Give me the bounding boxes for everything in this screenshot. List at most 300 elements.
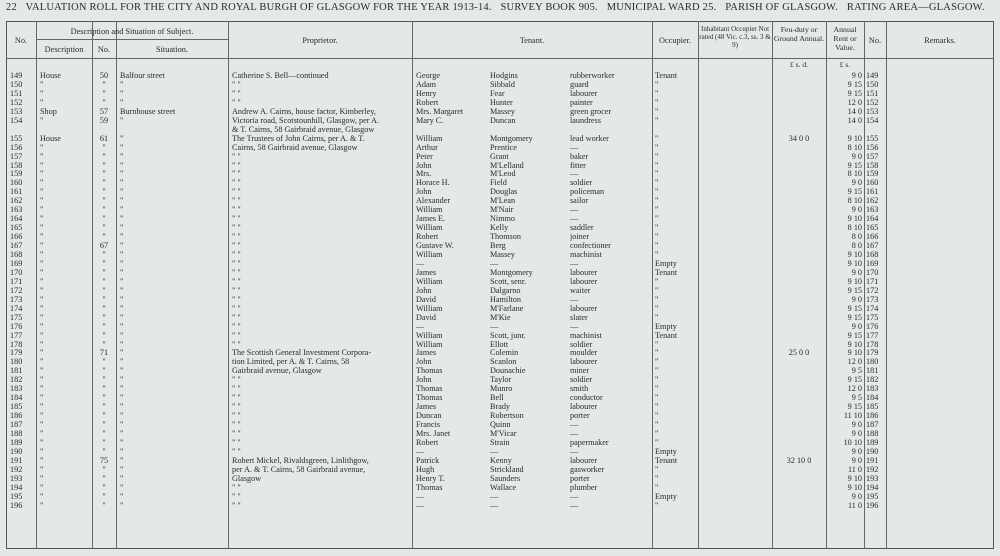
row-house-number: " (102, 187, 106, 197)
row-situation: Balfour street (120, 71, 165, 80)
row-annual-rent: 8 10 (847, 142, 862, 152)
row-tenant-first-name: William (416, 133, 443, 143)
row-proprietor: " " (232, 294, 241, 304)
row-description: " (40, 285, 44, 295)
row-tenant-surname: Massey (490, 250, 516, 259)
row-number: 149 (10, 71, 23, 80)
row-situation: " (120, 214, 124, 224)
row-number: 193 (10, 473, 23, 483)
row-annual-rent: 12 0 (847, 357, 862, 367)
row-proprietor: " " (232, 303, 241, 313)
row-number-right: 189 (866, 437, 879, 447)
row-tenant-first-name: Thomas (416, 393, 443, 403)
row-tenant-occupation: guard (570, 80, 589, 89)
parish: PARISH OF GLASGOW. (725, 2, 839, 13)
row-number: 162 (10, 196, 23, 206)
col-feu-header: Feu-duty or Ground Annual. (773, 25, 825, 43)
row-tenant-first-name: John (416, 160, 432, 170)
row-proprietor: " " (232, 214, 241, 224)
row-tenant-first-name: Thomas (416, 384, 443, 394)
row-tenant-occupation: plumber (570, 482, 598, 492)
row-number-right: 156 (866, 142, 879, 152)
row-number: 161 (10, 187, 23, 197)
row-situation: " (120, 464, 124, 474)
row-tenant-surname: — (490, 321, 499, 331)
row-description: " (40, 187, 44, 197)
row-occupier: Empty (655, 321, 677, 331)
row-number: 195 (10, 491, 23, 501)
row-description: " (40, 384, 44, 394)
row-tenant-first-name: Thomas (416, 366, 443, 376)
row-house-number: " (102, 142, 106, 152)
row-annual-rent: 9 15 (847, 375, 862, 385)
row-annual-rent: 9 0 (851, 321, 862, 331)
row-situation: " (120, 348, 124, 358)
row-tenant-surname: — (490, 491, 499, 501)
row-description: House (40, 133, 61, 143)
row-tenant-first-name: Henry (416, 88, 437, 98)
row-house-number: " (102, 312, 106, 322)
row-number: 156 (10, 142, 23, 152)
header-bottom-rule (6, 58, 994, 59)
row-number-right: 153 (866, 106, 879, 116)
row-number-right: 162 (866, 196, 879, 206)
row-tenant-surname: Hunter (490, 97, 513, 107)
row-tenant-first-name: — (416, 258, 425, 268)
row-annual-rent: 11 0 (847, 464, 862, 474)
row-tenant-surname: Colemin (490, 348, 519, 358)
row-tenant-occupation: laundress (570, 115, 601, 125)
row-description: " (40, 80, 44, 89)
col-remarks-header: Remarks. (924, 36, 956, 45)
row-number: 170 (10, 267, 23, 277)
row-description: " (40, 178, 44, 188)
row-tenant-occupation: gasworker (570, 464, 605, 474)
row-tenant-occupation: labourer (570, 455, 598, 465)
row-proprietor: " " (232, 339, 241, 349)
row-description: " (40, 214, 44, 224)
row-tenant-occupation: machinist (570, 330, 602, 340)
row-tenant-surname: Scanlon (490, 357, 517, 367)
row-house-number: " (102, 88, 106, 98)
row-description: " (40, 411, 44, 421)
row-tenant-first-name: William (416, 330, 443, 340)
row-house-number: " (102, 437, 106, 447)
row-occupier: " (655, 160, 659, 170)
row-annual-rent: 8 0 (851, 232, 862, 242)
col-occupier-header: Occupier. (658, 36, 692, 45)
row-proprietor: " " (232, 267, 241, 277)
row-occupier: " (655, 80, 659, 89)
row-tenant-surname: Kenny (490, 455, 512, 465)
row-tenant-surname: Wallace (490, 482, 517, 492)
col-rule (886, 21, 887, 549)
col-inhabitant-header: Inhabitant Occupier Not rated (48 Vic. c.3, ss. 3 & 9) (699, 25, 771, 49)
row-number-right: 185 (866, 402, 879, 412)
row-number: 175 (10, 312, 23, 322)
row-annual-rent: 9 10 (847, 276, 862, 286)
row-number: 179 (10, 348, 23, 358)
row-situation: " (120, 267, 124, 277)
row-number-right: 175 (866, 312, 879, 322)
row-tenant-first-name: John (416, 285, 432, 295)
row-tenant-surname: Nimmo (490, 214, 516, 224)
row-annual-rent: 9 15 (847, 80, 862, 89)
row-situation: " (120, 330, 124, 340)
row-house-number: " (102, 446, 106, 456)
row-house-number: " (102, 357, 106, 367)
row-occupier: " (655, 250, 659, 259)
row-situation: " (120, 151, 124, 161)
row-number: 196 (10, 500, 23, 510)
row-number: 169 (10, 258, 23, 268)
row-tenant-occupation: papermaker (570, 437, 609, 447)
row-house-number: " (102, 276, 106, 286)
row-occupier: " (655, 106, 659, 116)
row-description: " (40, 402, 44, 412)
row-tenant-first-name: Robert (416, 97, 439, 107)
row-proprietor: The Trustees of John Cairns, per A. & T. (232, 133, 365, 143)
row-situation: " (120, 115, 124, 125)
row-number: 163 (10, 205, 23, 215)
row-situation: " (120, 429, 124, 438)
row-tenant-surname: Massey (490, 106, 516, 116)
row-proprietor: " " (232, 80, 241, 89)
row-description: " (40, 366, 44, 376)
row-situation: " (120, 133, 124, 143)
row-proprietor: " " (232, 97, 241, 107)
row-house-number: " (102, 429, 106, 438)
row-occupier: " (655, 411, 659, 421)
row-annual-rent: 9 15 (847, 285, 862, 295)
row-tenant-occupation: miner (570, 366, 590, 376)
row-tenant-first-name: James E. (416, 214, 446, 224)
row-number: 166 (10, 232, 23, 242)
row-house-number: " (102, 420, 106, 429)
row-tenant-first-name: — (416, 491, 425, 501)
row-proprietor: " " (232, 437, 241, 447)
row-number-right: 165 (866, 223, 879, 233)
row-tenant-first-name: William (416, 205, 443, 215)
row-house-number: " (102, 330, 106, 340)
row-tenant-occupation: sailor (570, 196, 589, 206)
row-number-right: 161 (866, 187, 879, 197)
row-description: " (40, 330, 44, 340)
row-house-number: " (102, 223, 106, 233)
row-occupier: " (655, 232, 659, 242)
row-tenant-surname: Sibbald (490, 80, 516, 89)
row-house-number: " (102, 178, 106, 188)
col-tenant-header: Tenant. (519, 36, 545, 45)
col-rule (698, 21, 699, 549)
row-situation: " (120, 241, 124, 250)
row-proprietor: & T. Cairns, 58 Gairbraid avenue, Glasgow (232, 124, 375, 134)
row-situation: " (120, 160, 124, 170)
row-tenant-surname: Saunders (490, 473, 521, 483)
row-annual-rent: 8 10 (847, 169, 862, 179)
row-description: " (40, 348, 44, 358)
row-occupier: " (655, 276, 659, 286)
row-description: " (40, 429, 44, 438)
row-annual-rent: 9 15 (847, 160, 862, 170)
row-number: 189 (10, 437, 23, 447)
row-situation: " (120, 258, 124, 268)
row-tenant-surname: Quinn (490, 420, 511, 429)
row-number: 153 (10, 106, 23, 116)
row-situation: " (120, 97, 124, 107)
row-house-number: " (102, 80, 106, 89)
col-group-description: Description and Situation of Subject. (70, 27, 194, 36)
row-tenant-first-name: Duncan (416, 411, 442, 421)
row-number-right: 155 (866, 133, 879, 143)
row-tenant-surname: Kelly (490, 223, 509, 233)
row-tenant-surname: Ellott (490, 339, 509, 349)
row-situation: " (120, 366, 124, 376)
row-tenant-first-name: David (416, 294, 437, 304)
row-annual-rent: 8 10 (847, 196, 862, 206)
col-proprietor-header: Proprietor. (302, 36, 338, 45)
row-number-right: 167 (866, 241, 879, 250)
row-tenant-surname: Scott, junr. (490, 330, 526, 340)
row-proprietor: " " (232, 411, 241, 421)
row-tenant-surname: Scott, senr. (490, 276, 527, 286)
row-description: " (40, 437, 44, 447)
row-situation: " (120, 169, 124, 179)
row-house-number: " (102, 393, 106, 403)
row-annual-rent: 9 10 (847, 214, 862, 224)
row-tenant-surname: Strain (490, 437, 510, 447)
row-number: 151 (10, 88, 23, 98)
row-house-number: " (102, 250, 106, 259)
row-proprietor: " " (232, 491, 241, 501)
row-occupier: " (655, 348, 659, 358)
row-house-number: " (102, 267, 106, 277)
row-tenant-surname: M'Lelland (490, 160, 524, 170)
row-tenant-surname: M'Kie (490, 312, 511, 322)
page-number: 22 (6, 2, 17, 13)
row-tenant-occupation: confectioner (570, 241, 611, 250)
row-tenant-occupation: green grocer (570, 106, 612, 116)
row-proprietor: " " (232, 241, 241, 250)
roll-title: VALUATION ROLL FOR THE CITY AND ROYAL BURGH OF GLASGOW FOR THE YEAR 1913-14. (25, 2, 492, 13)
row-occupier: Empty (655, 446, 677, 456)
row-annual-rent: 9 0 (851, 151, 862, 161)
row-tenant-first-name: Peter (416, 151, 433, 161)
row-tenant-first-name: Arthur (416, 142, 438, 152)
row-proprietor: " " (232, 88, 241, 98)
row-number-right: 173 (866, 294, 879, 304)
row-tenant-first-name: Hugh (416, 464, 435, 474)
row-description: " (40, 142, 44, 152)
row-tenant-first-name: — (416, 321, 425, 331)
row-situation: " (120, 250, 124, 259)
row-description: " (40, 294, 44, 304)
row-occupier: " (655, 133, 659, 143)
row-proprietor: " " (232, 196, 241, 206)
row-occupier: " (655, 402, 659, 412)
row-tenant-surname: Brady (490, 402, 511, 412)
row-description: " (40, 455, 44, 465)
row-situation: " (120, 205, 124, 215)
row-description: " (40, 339, 44, 349)
row-number-right: 181 (866, 366, 879, 376)
row-occupier: " (655, 196, 659, 206)
row-annual-rent: 9 10 (847, 473, 862, 483)
row-number-right: 164 (866, 214, 879, 224)
row-house-number: " (102, 321, 106, 331)
row-description: " (40, 97, 44, 107)
row-number-right: 169 (866, 258, 879, 268)
row-number-right: 178 (866, 339, 879, 349)
row-tenant-surname: Thomson (490, 232, 521, 242)
row-description: " (40, 250, 44, 259)
row-number-right: 183 (866, 384, 879, 394)
row-number-right: 154 (866, 115, 879, 125)
row-annual-rent: 10 10 (843, 437, 862, 447)
row-description: " (40, 115, 44, 125)
row-description: " (40, 205, 44, 215)
row-situation: " (120, 411, 124, 421)
row-description: " (40, 321, 44, 331)
row-proprietor: " " (232, 384, 241, 394)
row-proprietor: Cairns, 58 Gairbraid avenue, Glasgow (232, 142, 358, 152)
row-number-right: 192 (866, 464, 879, 474)
row-number: 187 (10, 420, 23, 429)
row-tenant-surname: Hamilton (490, 294, 521, 304)
row-description: " (40, 88, 44, 98)
row-number-right: 187 (866, 420, 879, 429)
row-house-number: " (102, 473, 106, 483)
row-number-right: 195 (866, 491, 879, 501)
row-situation: " (120, 285, 124, 295)
row-tenant-occupation: waiter (570, 285, 591, 295)
row-proprietor: " " (232, 258, 241, 268)
row-description: " (40, 491, 44, 501)
row-house-number: " (102, 97, 106, 107)
col-rule (652, 21, 653, 549)
page-header (6, 2, 996, 16)
row-house-number: 61 (99, 133, 109, 143)
row-tenant-first-name: Mrs. Margaret (416, 106, 464, 116)
row-annual-rent: 9 15 (847, 303, 862, 313)
row-situation: " (120, 80, 124, 89)
row-annual-rent: 12 0 (847, 384, 862, 394)
row-occupier: " (655, 214, 659, 224)
row-occupier: " (655, 420, 659, 429)
row-tenant-occupation: soldier (570, 339, 593, 349)
row-house-number: " (102, 285, 106, 295)
row-description: " (40, 482, 44, 492)
row-house-number: " (102, 464, 106, 474)
row-number-right: 160 (866, 178, 879, 188)
row-proprietor: " " (232, 223, 241, 233)
row-number: 181 (10, 366, 23, 376)
row-house-number: " (102, 366, 106, 376)
row-occupier: " (655, 437, 659, 447)
row-proprietor: " " (232, 500, 241, 510)
col-num-header: No. (97, 45, 111, 54)
row-proprietor: " " (232, 312, 241, 322)
row-tenant-surname: M'Vicar (490, 429, 517, 438)
row-tenant-surname: Field (490, 178, 507, 188)
row-number: 158 (10, 160, 23, 170)
row-occupier: " (655, 473, 659, 483)
row-house-number: " (102, 303, 106, 313)
row-proprietor: " " (232, 321, 241, 331)
row-description: Shop (40, 106, 57, 116)
row-number: 178 (10, 339, 23, 349)
row-tenant-first-name: Gustave W. (416, 241, 454, 250)
row-annual-rent: 9 5 (851, 393, 862, 403)
row-tenant-occupation: lead worker (570, 133, 609, 143)
row-house-number: " (102, 205, 106, 215)
row-annual-rent: 9 10 (847, 339, 862, 349)
row-situation: " (120, 393, 124, 403)
row-occupier: Empty (655, 258, 677, 268)
row-occupier: " (655, 88, 659, 98)
row-number-right: 190 (866, 446, 879, 456)
row-occupier: " (655, 500, 659, 510)
row-tenant-surname: Munro (490, 384, 513, 394)
row-occupier: " (655, 303, 659, 313)
col-description-header: Description (44, 45, 84, 54)
row-occupier: " (655, 223, 659, 233)
row-occupier: Tenant (655, 71, 678, 80)
row-tenant-first-name: William (416, 223, 443, 233)
row-tenant-occupation: labourer (570, 267, 598, 277)
row-tenant-surname: Douglas (490, 187, 518, 197)
row-tenant-first-name: John (416, 187, 432, 197)
row-proprietor: " " (232, 482, 241, 492)
row-description: " (40, 357, 44, 367)
row-house-number: " (102, 258, 106, 268)
row-tenant-surname: Strickland (490, 464, 524, 474)
row-description: " (40, 420, 44, 429)
row-description: " (40, 393, 44, 403)
row-number: 154 (10, 115, 23, 125)
row-tenant-surname: Robertson (490, 411, 524, 421)
row-number-right: 191 (866, 455, 879, 465)
row-tenant-occupation: — (570, 205, 579, 215)
row-tenant-occupation: — (570, 420, 579, 429)
row-number-right: 172 (866, 285, 879, 295)
row-annual-rent: 9 0 (851, 267, 862, 277)
row-number-right: 151 (866, 88, 879, 98)
col-rent-header: Annual Rent or Value. (833, 25, 857, 52)
row-proprietor: per A. & T. Cairns, 58 Gairbraid avenue, (232, 464, 366, 474)
row-number: 188 (10, 429, 23, 438)
row-tenant-first-name: Patrick (416, 455, 440, 465)
col-feu-units: £ s. d. (790, 60, 808, 69)
row-tenant-occupation: slater (570, 312, 588, 322)
row-description: " (40, 232, 44, 242)
row-proprietor: Robert Mickel, Rivaldsgreen, Linlithgow, (232, 455, 369, 465)
row-tenant-first-name: James (416, 348, 437, 358)
row-description: " (40, 267, 44, 277)
row-tenant-occupation: soldier (570, 178, 593, 188)
row-number-right: 157 (866, 151, 879, 161)
row-tenant-occupation: — (570, 491, 579, 501)
row-number: 160 (10, 178, 23, 188)
row-annual-rent: 9 15 (847, 312, 862, 322)
row-occupier: Tenant (655, 330, 678, 340)
row-tenant-occupation: — (570, 321, 579, 331)
col-situation-header: Situation. (155, 45, 189, 54)
row-tenant-first-name: William (416, 250, 443, 259)
row-situation: " (120, 384, 124, 394)
row-annual-rent: 11 0 (847, 500, 862, 510)
row-annual-rent: 9 0 (851, 420, 862, 429)
